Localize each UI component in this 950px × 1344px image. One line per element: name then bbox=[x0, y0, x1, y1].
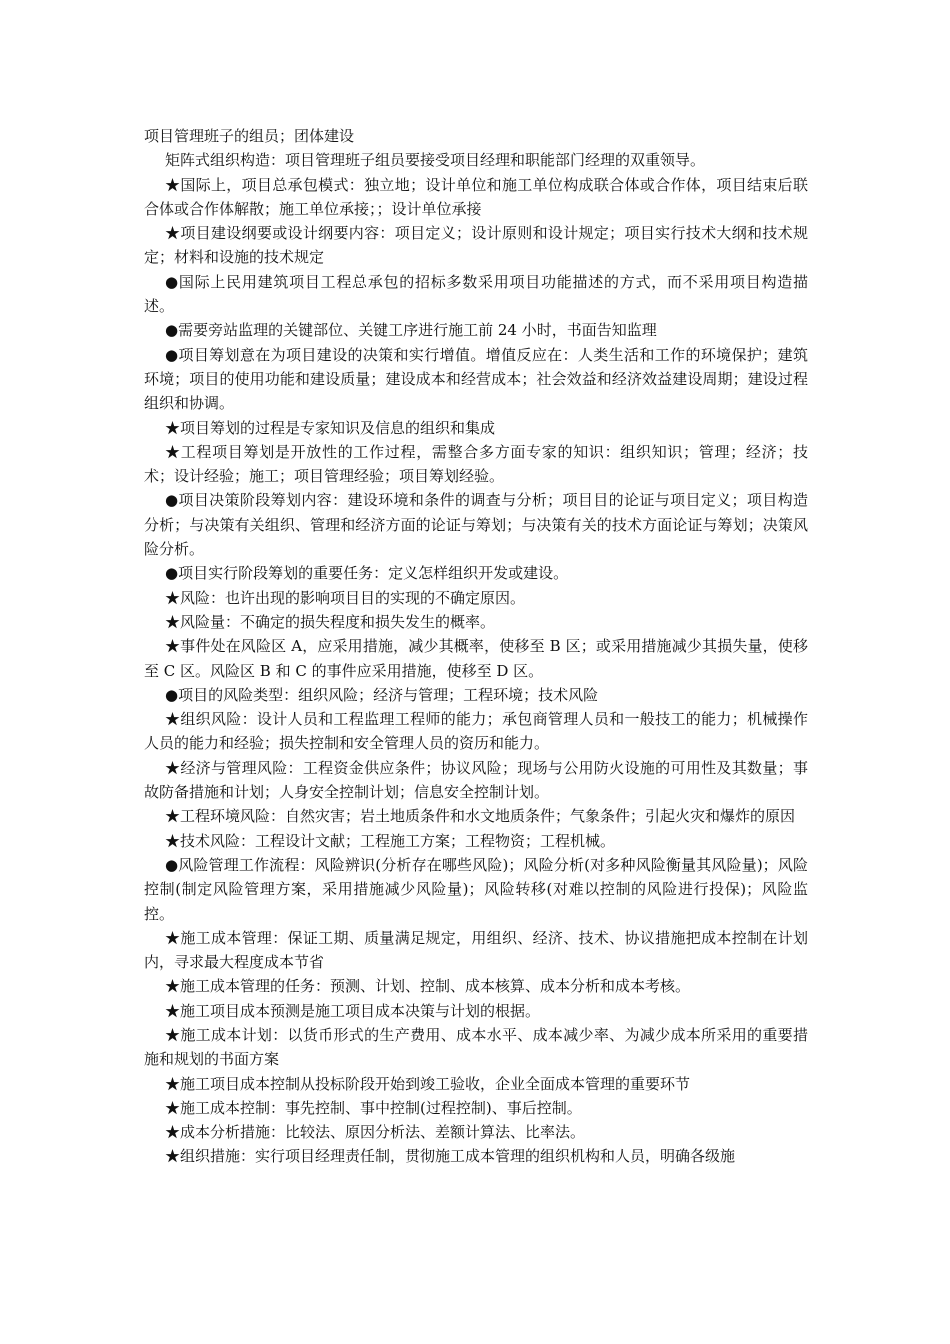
paragraph: ●国际上民用建筑项目工程总承包的招标多数采用项目功能描述的方式，而不采用项目构造描述。 bbox=[144, 272, 808, 316]
paragraph: ★工程项目筹划是开放性的工作过程，需整合多方面专家的知识：组织知识；管理；经济；技术；设计经验；施工；项目管理经验；项目筹划经验。 bbox=[144, 442, 808, 486]
paragraph: ★经济与管理风险：工程资金供应条件；协议风险；现场与公用防火设施的可用性及其数量；事故防备措施和计划；人身安全控制计划；信息安全控制计划。 bbox=[144, 758, 808, 802]
paragraph: 项目管理班子的组员；团体建设 bbox=[144, 127, 355, 145]
paragraph: ●风险管理工作流程：风险辨识(分析存在哪些风险)；风险分析(对多种风险衡量其风险量)；风险控制(制定风险管理方案，采用措施减少风险量)；风险转移(对难以控制的风险进行投保)；风险监控。 bbox=[144, 855, 808, 923]
paragraph: ●项目决策阶段筹划内容：建设环境和条件的调查与分析；项目目的论证与项目定义；项目构造分析；与决策有关组织、管理和经济方面的论证与筹划；与决策有关的技术方面论证与筹划；决策风险分析。 bbox=[144, 491, 808, 559]
paragraph: ★国际上，项目总承包模式：独立地；设计单位和施工单位构成联合体或合作体，项目结束后联合体或合作体解散；施工单位承接；；设计单位承接 bbox=[144, 175, 808, 218]
paragraph: ★施工项目成本控制从投标阶段开始到竣工验收，企业全面成本管理的重要环节 bbox=[165, 1074, 691, 1093]
paragraph: ★组织风险：设计人员和工程监理工程师的能力；承包商管理人员和一般技工的能力；机械操作人员的能力和经验；损失控制和安全管理人员的资历和能力。 bbox=[144, 710, 808, 753]
paragraph: ★项目筹划的过程是专家知识及信息的组织和集成 bbox=[165, 418, 496, 437]
paragraph: ★组织措施：实行项目经理责任制，贯彻施工成本管理的组织机构和人员，明确各级施 bbox=[165, 1147, 736, 1166]
paragraph: ★工程环境风险：自然灾害；岩土地质条件和水文地质条件；气象条件；引起火灾和爆炸的原因 bbox=[165, 807, 796, 826]
paragraph: ★技术风险：工程设计文献；工程施工方案；工程物资；工程机械。 bbox=[165, 831, 616, 850]
paragraph: ●项目实行阶段筹划的重要任务：定义怎样组织开发或建设。 bbox=[165, 564, 569, 583]
paragraph: ●项目的风险类型：组织风险；经济与管理；工程环境；技术风险 bbox=[165, 685, 599, 704]
paragraph: ★事件处在风险区 A，应采用措施，减少其概率，使移至 B 区；或采用措施减少其损失量，使移至 C 区。风险区 B 和 C 的事件应采用措施，使移至 D 区。 bbox=[144, 637, 808, 680]
paragraph: ★项目建设纲要或设计纲要内容：项目定义；设计原则和设计规定；项目实行技术大纲和技术规定；材料和设施的技术规定 bbox=[144, 224, 808, 267]
paragraph: ★施工成本管理：保证工期、质量满足规定，用组织、经济、技术、协议措施把成本控制在计划内，寻求最大程度成本节省 bbox=[144, 928, 808, 972]
paragraph: ★风险量：不确定的损失程度和损失发生的概率。 bbox=[165, 612, 496, 631]
paragraph: ★风险：也许出现的影响项目目的实现的不确定原因。 bbox=[165, 588, 526, 607]
paragraph: ●项目筹划意在为项目建设的决策和实行增值。增值反应在：人类生活和工作的环境保护；建筑环境；项目的使用功能和建设质量；建设成本和经营成本；社会效益和经济效益建设周期；建设过程组织和协调。 bbox=[144, 345, 808, 413]
paragraph: ★施工成本计划：以货币形式的生产费用、成本水平、成本减少率、为减少成本所采用的重要措施和规划的书面方案 bbox=[144, 1025, 808, 1069]
paragraph: 矩阵式组织构造：项目管理班子组员要接受项目经理和职能部门经理的双重领导。 bbox=[165, 151, 706, 170]
paragraph: ●需要旁站监理的关键部位、关键工序进行施工前 24 小时，书面告知监理 bbox=[165, 321, 657, 340]
paragraph: ★施工成本管理的任务：预测、计划、控制、成本核算、成本分析和成本考核。 bbox=[165, 977, 691, 996]
document-page bbox=[144, 124, 808, 1169]
paragraph: ★成本分析措施：比较法、原因分析法、差额计算法、比率法。 bbox=[165, 1123, 586, 1142]
paragraph: ★施工项目成本预测是施工项目成本决策与计划的根据。 bbox=[165, 1001, 541, 1020]
paragraph: ★施工成本控制：事先控制、事中控制(过程控制)、事后控制。 bbox=[165, 1098, 582, 1117]
